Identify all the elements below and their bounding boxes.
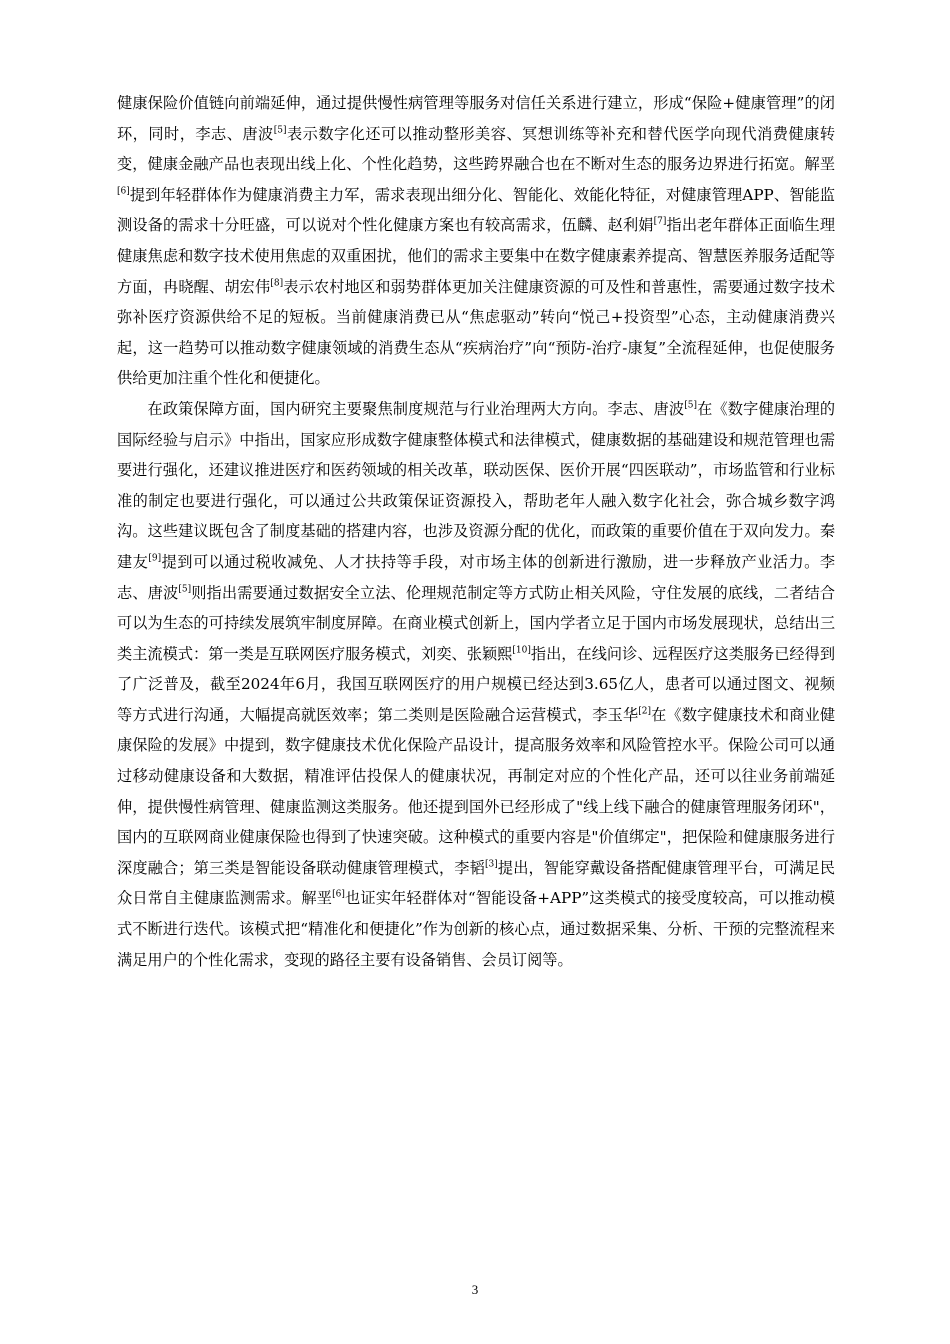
paragraph-text-run: 表示农村地区和弱势群体更加关注健康资源的可及性和普惠性，需要通过数字技术弥补医疗资源供给不足的短板。当前健康消费已从“焦虑驱动”转向“悦己+投资型”心态，主动健康消费兴起，这一趋势可以推动数字健康领域的消费生态从“疾病治疗”向“预防-治疗-康复”全流程延伸，也促使服务供给更加注重个性化和便捷化。 bbox=[117, 277, 836, 388]
paragraph-1 bbox=[117, 88, 835, 394]
paragraph-text-run: 提到可以通过税收减免、人才扶持等手段，对市场主体的创新进行激励，进一步释放产业活力。李志、唐波 bbox=[117, 552, 836, 602]
paragraph-text-run: 则指出需要通过数据安全立法、伦理规范制定等方式防止相关风险，守住发展的底线，二者结合可以为生态的可持续发展筑牢制度屏障。在商业模式创新上，国内学者立足于国内市场发展现状，总结出三类主流模式：第一类是互联网医疗服务模式，刘奕、张颖熙 bbox=[117, 583, 836, 663]
citation-marker: [5] bbox=[273, 124, 287, 135]
citation-marker: [6] bbox=[117, 186, 130, 197]
citation-marker: [9] bbox=[148, 553, 162, 564]
paragraph-text-run: 表示数字化还可以推动整形美容、冥想训练等补充和替代医学向现代消费健康转变，健康金融产品也表现出线上化、个性化趋势，这些跨界融合也在不断对生态的服务边界进行拓宽。解垩 bbox=[117, 124, 836, 174]
paragraph-text-run: 在《数字健康治理的国际经验与启示》中指出，国家应形成数字健康整体模式和法律模式，健康数据的基础建设和规范管理也需要进行强化，还建议推进医疗和医药领域的相关改革，联动医保、医价开展“四医联动”，市场监管和行业标准的制定也要进行强化，可以通过公共政策保证资源投入，帮助老年人融入数字化社会，弥合城乡数字鸿沟。这些建议既包含了制度基础的搭建内容，也涉及资源分配的优化，而政策的重要价值在于双向发力。秦建友 bbox=[117, 399, 836, 571]
citation-marker: [8] bbox=[270, 277, 284, 288]
citation-marker: [5] bbox=[684, 400, 697, 411]
citation-marker: [6] bbox=[332, 889, 345, 900]
paragraph-2 bbox=[117, 394, 835, 975]
citation-marker: [5] bbox=[178, 583, 192, 594]
citation-marker: [2] bbox=[638, 706, 652, 717]
paragraph-text-run: 提到年轻群体作为健康消费主力军，需求表现出细分化、智能化、效能化特征，对健康管理APP、智能监测设备的需求十分旺盛，可以说对个性化健康方案也有较高需求，伍麟、赵利娟 bbox=[117, 185, 835, 235]
paragraph-text-run: 指出老年群体正面临生理健康焦虑和数字技术使用焦虑的双重困扰，他们的需求主要集中在数字健康素养提高、智慧医养服务适配等方面，冉晓醒、胡宏伟 bbox=[117, 216, 836, 296]
paragraph-text-run: 健康保险价值链向前端延伸，通过提供慢性病管理等服务对信任关系进行建立，形成“保险+健康管理”的闭环，同时，李志、唐波 bbox=[117, 94, 835, 143]
page-number: 3 bbox=[471, 1282, 479, 1297]
paragraph-text-run: 也证实年轻群体对“智能设备+APP”这类模式的接受度较高，可以推动模式不断进行迭代。该模式把“精准化和便捷化”作为创新的核心点，通过数据采集、分析、干预的完整流程来满足用户的个性化需求，变现的路径主要有设备销售、会员订阅等。 bbox=[117, 889, 835, 969]
paragraph-text-run: 在《数字健康技术和商业健康保险的发展》中提到，数字健康技术优化保险产品设计，提高服务效率和风险管控水平。保险公司可以通过移动健康设备和大数据，精准评估投保人的健康状况，再制定对应的个性化产品，还可以往业务前端延伸，提供慢性病管理、健康监测这类服务。他还提到国外已经形成了"线上线下融合的健康管理服务闭环"，国内的互联网商业健康保险也得到了快速突破。这种模式的重要内容是"价值绑定"，把保险和健康服务进行深度融合；第三类是智能设备联动健康管理模式，李韬 bbox=[117, 705, 836, 877]
citation-marker: [10] bbox=[512, 644, 531, 655]
paragraph-text-run: 指出，在线问诊、远程医疗这类服务已经得到了广泛普及，截至2024年6月，我国互联网医疗的用户规模已经达到3.65亿人，患者可以通过图文、视频等方式进行沟通，大幅提高就医效率；第二类则是医险融合运营模式，李玉华 bbox=[117, 644, 836, 724]
document-body bbox=[117, 88, 835, 975]
citation-marker: [3] bbox=[484, 859, 498, 870]
citation-marker: [7] bbox=[653, 216, 667, 227]
paragraph-text-run: 在政策保障方面，国内研究主要聚焦制度规范与行业治理两大方向。李志、唐波 bbox=[147, 399, 685, 418]
paragraph-text-run: 提出，智能穿戴设备搭配健康管理平台，可满足民众日常自主健康监测需求。解垩 bbox=[117, 858, 836, 908]
